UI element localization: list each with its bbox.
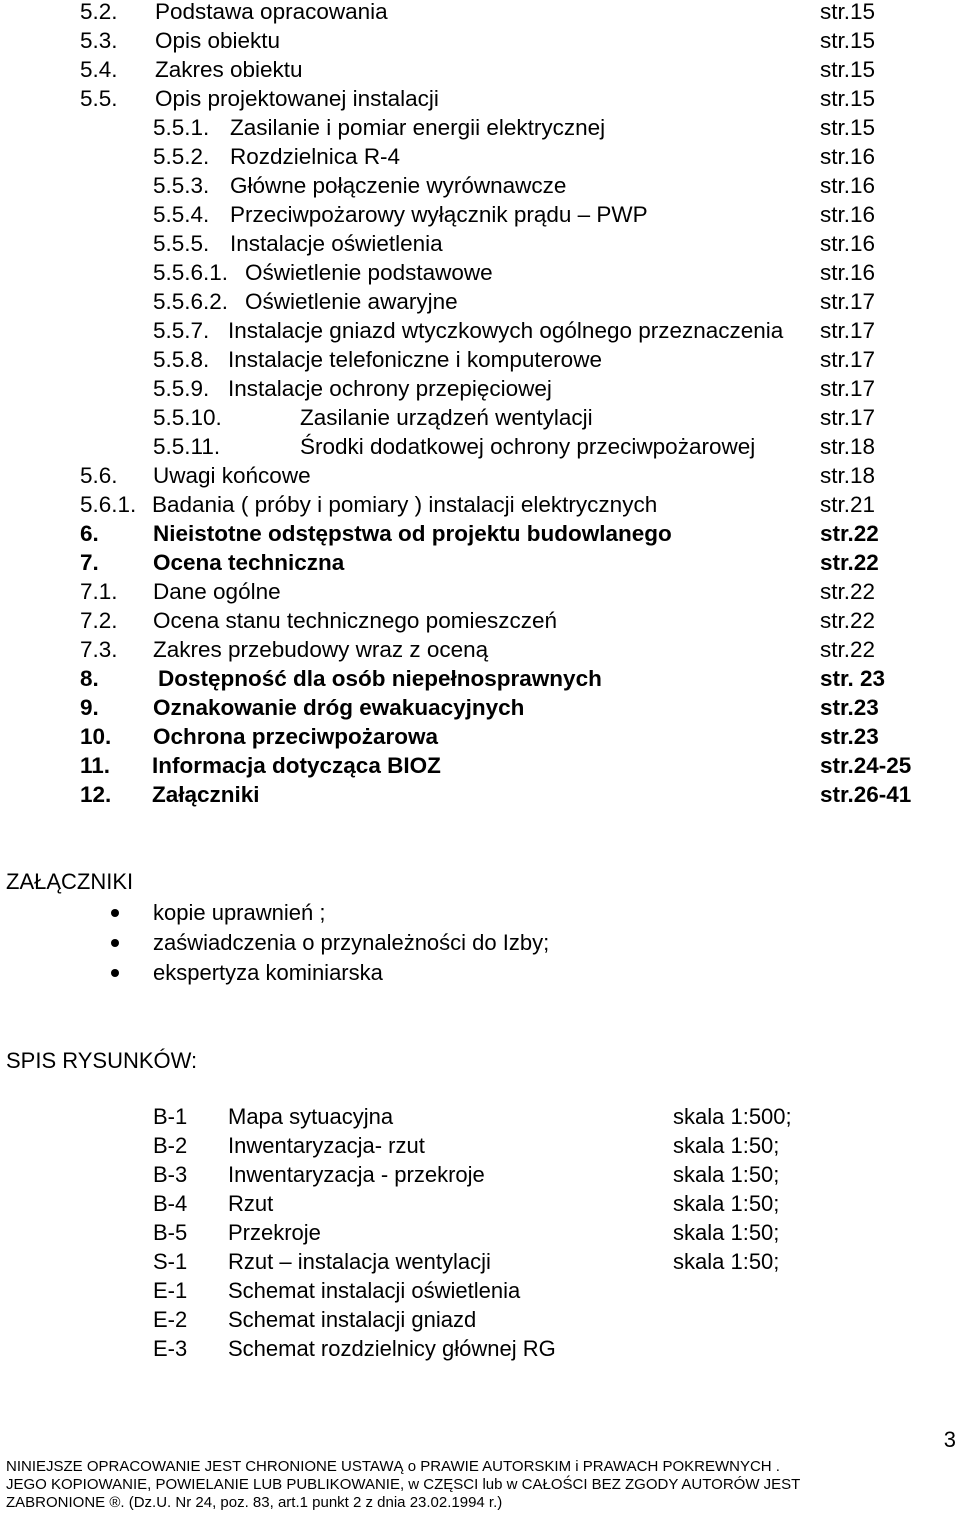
toc-title: Rozdzielnica R-4: [230, 144, 401, 169]
toc-row: [0, 548, 960, 577]
toc-title: Załączniki: [152, 782, 260, 807]
toc-row: [0, 722, 960, 751]
toc-title: Instalacje oświetlenia: [230, 231, 443, 256]
toc-row: [0, 519, 960, 548]
drawing-row: [0, 1247, 960, 1276]
bullet-icon: [111, 969, 119, 977]
attachments-heading: ZAŁĄCZNIKI: [6, 869, 134, 894]
drawing-scale: skala 1:50;: [673, 1191, 780, 1216]
toc-page: str.18: [820, 463, 876, 488]
toc-page: str.15: [820, 28, 876, 53]
drawing-code: B-4: [153, 1191, 188, 1216]
toc-number: 7.: [80, 550, 99, 575]
toc-title: Oznakowanie dróg ewakuacyjnych: [153, 695, 525, 720]
toc-row: [0, 490, 960, 519]
drawing-scale: skala 1:500;: [673, 1104, 792, 1129]
toc-row: [0, 55, 960, 84]
drawing-title: Rzut: [228, 1191, 274, 1216]
toc-page: str.17: [820, 318, 876, 343]
drawing-row: [0, 1218, 960, 1247]
toc-page: str.17: [820, 405, 876, 430]
toc-number: 7.3.: [80, 637, 118, 662]
toc-title: Uwagi końcowe: [153, 463, 311, 488]
toc-title: Ocena techniczna: [153, 550, 345, 575]
drawings-heading: SPIS RYSUNKÓW:: [6, 1048, 198, 1073]
toc-title: Zakres obiektu: [155, 57, 303, 82]
toc-title: Środki dodatkowej ochrony przeciwpożarowej: [300, 434, 756, 459]
drawing-row: [0, 1102, 960, 1131]
toc-number: 5.5.6.1.: [153, 260, 229, 285]
toc-title: Ochrona przeciwpożarowa: [153, 724, 439, 749]
drawing-code: E-2: [153, 1307, 188, 1332]
toc-page: str.16: [820, 144, 876, 169]
drawing-scale: skala 1:50;: [673, 1162, 780, 1187]
toc-number: 5.6.: [80, 463, 118, 488]
toc-row: [0, 664, 960, 693]
toc-page: str.22: [820, 521, 879, 546]
toc-page: str.22: [820, 550, 879, 575]
drawing-title: Przekroje: [228, 1220, 321, 1245]
toc-number: 5.5.7.: [153, 318, 210, 343]
toc-number: 5.5.8.: [153, 347, 210, 372]
drawing-row: [0, 1131, 960, 1160]
drawing-code: S-1: [153, 1249, 188, 1274]
toc-row: [0, 635, 960, 664]
toc-row: [0, 606, 960, 635]
toc-number: 5.5.11.: [153, 434, 221, 459]
drawing-scale: skala 1:50;: [673, 1133, 780, 1158]
toc-title: Zasilanie i pomiar energii elektrycznej: [230, 115, 606, 140]
toc-row: [0, 316, 960, 345]
toc-page: str.16: [820, 202, 876, 227]
attachment-item: [0, 898, 960, 928]
drawing-title: Schemat instalacji gniazd: [228, 1307, 477, 1332]
footer-line-3: ZABRONIONE ®. (Dz.U. Nr 24, poz. 83, art.1 punkt 2 z dnia 23.02.1994 r.): [6, 1494, 503, 1511]
toc-title: Instalacje gniazd wtyczkowych ogólnego przeznaczenia: [228, 318, 784, 343]
toc-number: 7.1.: [80, 579, 118, 604]
toc-page: str.16: [820, 260, 876, 285]
toc-number: 12.: [80, 782, 112, 807]
toc-title: Instalacje ochrony przepięciowej: [228, 376, 552, 401]
drawing-title: Inwentaryzacja - przekroje: [228, 1162, 485, 1187]
attachment-text: kopie uprawnień ;: [153, 900, 326, 925]
attachment-text: ekspertyza kominiarska: [153, 960, 383, 985]
drawing-title: Mapa sytuacyjna: [228, 1104, 394, 1129]
toc-number: 5.3.: [80, 28, 118, 53]
toc-number: 8.: [80, 666, 99, 691]
toc-page: str.24-25: [820, 753, 912, 778]
toc-number: 5.5.10.: [153, 405, 222, 430]
drawing-scale: skala 1:50;: [673, 1220, 780, 1245]
toc-page: str.22: [820, 579, 876, 604]
toc-row: [0, 577, 960, 606]
toc-row: [0, 200, 960, 229]
toc-number: 5.5.: [80, 86, 118, 111]
toc-number: 5.5.9.: [153, 376, 210, 401]
toc-row: [0, 432, 960, 461]
toc-page: str.16: [820, 231, 876, 256]
page-number: 3: [943, 1427, 956, 1452]
toc-page: str.15: [820, 86, 876, 111]
toc-page: str.17: [820, 376, 876, 401]
toc-number: 9.: [80, 695, 99, 720]
toc-row: [0, 287, 960, 316]
toc-title: Instalacje telefoniczne i komputerowe: [228, 347, 602, 372]
toc-title: Zasilanie urządzeń wentylacji: [300, 405, 593, 430]
toc-number: 5.5.4.: [153, 202, 210, 227]
toc-number: 5.2.: [80, 0, 118, 24]
drawing-title: Schemat instalacji oświetlenia: [228, 1278, 521, 1303]
toc-number: 10.: [80, 724, 112, 749]
toc-number: 5.5.6.2.: [153, 289, 229, 314]
toc-page: str.23: [820, 724, 879, 749]
attachment-item: [0, 928, 960, 958]
toc-page: str.21: [820, 492, 876, 517]
toc-title: Badania ( próby i pomiary ) instalacji elektrycznych: [152, 492, 658, 517]
drawing-code: B-3: [153, 1162, 188, 1187]
toc-page: str.22: [820, 608, 876, 633]
toc-row: [0, 258, 960, 287]
toc-number: 7.2.: [80, 608, 118, 633]
toc-number: 11.: [80, 753, 111, 778]
toc-page: str.15: [820, 115, 876, 140]
toc-title: Nieistotne odstępstwa od projektu budowlanego: [153, 521, 672, 546]
toc-title: Ocena stanu technicznego pomieszczeń: [153, 608, 557, 633]
toc-page: str. 23: [820, 666, 886, 691]
attachment-text: zaświadczenia o przynależności do Izby;: [153, 930, 550, 955]
toc-page: str.16: [820, 173, 876, 198]
toc-title: Informacja dotycząca BIOZ: [152, 753, 441, 778]
toc-row: [0, 780, 960, 809]
bullet-icon: [111, 909, 119, 917]
toc-number: 5.5.3.: [153, 173, 210, 198]
attachment-item: [0, 958, 960, 988]
toc-title: Zakres przebudowy wraz z oceną: [153, 637, 489, 662]
drawing-title: Schemat rozdzielnicy głównej RG: [228, 1336, 556, 1361]
toc-title: Dostępność dla osób niepełnosprawnych: [158, 666, 602, 691]
toc-title: Oświetlenie awaryjne: [245, 289, 458, 314]
toc-page: str.22: [820, 637, 876, 662]
drawing-code: E-1: [153, 1278, 188, 1303]
toc-number: 5.6.1.: [80, 492, 137, 517]
toc-page: str.17: [820, 289, 876, 314]
drawing-scale: skala 1:50;: [673, 1249, 780, 1274]
drawing-title: Inwentaryzacja- rzut: [228, 1133, 425, 1158]
drawing-row: [0, 1305, 960, 1334]
toc-row: [0, 403, 960, 432]
toc-title: Podstawa opracowania: [155, 0, 388, 24]
toc-number: 5.4.: [80, 57, 118, 82]
footer-line-2: JEGO KOPIOWANIE, POWIELANIE LUB PUBLIKOWANIE, w CZĘSCI lub w CAŁOŚCI BEZ ZGODY AUTORÓW JEST: [6, 1476, 801, 1493]
drawing-code: B-5: [153, 1220, 188, 1245]
drawing-row: [0, 1189, 960, 1218]
drawing-title: Rzut – instalacja wentylacji: [228, 1249, 491, 1274]
toc-title: Oświetlenie podstawowe: [245, 260, 493, 285]
toc-title: Opis obiektu: [155, 28, 281, 53]
toc-row: [0, 345, 960, 374]
toc-row: [0, 693, 960, 722]
toc-row: [0, 229, 960, 258]
drawing-row: [0, 1160, 960, 1189]
toc-number: 6.: [80, 521, 99, 546]
toc-row: [0, 171, 960, 200]
toc-title: Przeciwpożarowy wyłącznik prądu – PWP: [230, 202, 648, 227]
drawing-row: [0, 1334, 960, 1363]
drawing-row: [0, 1276, 960, 1305]
toc-page: str.15: [820, 57, 876, 82]
toc-number: 5.5.1.: [153, 115, 210, 140]
bullet-icon: [111, 939, 119, 947]
drawing-code: B-2: [153, 1133, 188, 1158]
drawing-code: B-1: [153, 1104, 188, 1129]
toc-page: str.23: [820, 695, 879, 720]
toc-title: Opis projektowanej instalacji: [155, 86, 439, 111]
toc-number: 5.5.5.: [153, 231, 210, 256]
toc-row: [0, 84, 960, 113]
toc-row: [0, 461, 960, 490]
toc-page: str.15: [820, 0, 876, 24]
toc-page: str.17: [820, 347, 876, 372]
toc-number: 5.5.2.: [153, 144, 210, 169]
toc-row: [0, 0, 960, 26]
toc-row: [0, 751, 960, 780]
toc-page: str.26-41: [820, 782, 912, 807]
toc-row: [0, 113, 960, 142]
toc-row: [0, 26, 960, 55]
toc-title: Dane ogólne: [153, 579, 281, 604]
toc-row: [0, 142, 960, 171]
toc-title: Główne połączenie wyrównawcze: [230, 173, 567, 198]
drawing-code: E-3: [153, 1336, 188, 1361]
toc-row: [0, 374, 960, 403]
toc-page: str.18: [820, 434, 876, 459]
footer-line-1: NINIEJSZE OPRACOWANIE JEST CHRONIONE USTAWĄ o PRAWIE AUTORSKIM i PRAWACH POKREWNYCH .: [6, 1458, 780, 1475]
